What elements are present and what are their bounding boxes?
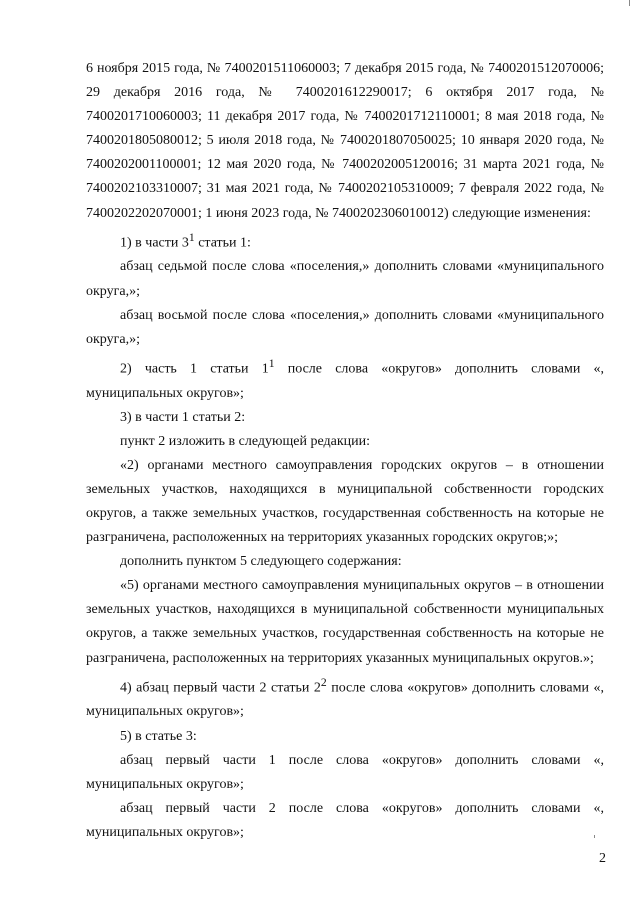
amendment-item-3-quote-2 <box>86 454 604 550</box>
amendment-item-1-paragraph-a <box>86 255 604 303</box>
paragraph-text: абзац первый части 2 после слова «округов» дополнить словами «, муниципальных округов»; <box>86 800 604 840</box>
paragraph-text: абзац первый части 1 после слова «округов» дополнить словами «, муниципальных округов»; <box>86 752 604 792</box>
superscript-number: 1 <box>188 230 195 244</box>
paragraph-text: «2) органами местного самоуправления городских округов – в отношении земельных участков, находящихся в муниципальной собственности городских округов, а также земельных участков, государственная собственность на которые не разграничена, расположенных на территориях указанных городских округов;»; <box>86 457 604 546</box>
amendment-item-3-quote-5 <box>86 574 604 670</box>
superscript-number: 1 <box>268 356 275 370</box>
superscript-number: 2 <box>320 675 327 689</box>
amendment-item-5-paragraph-b <box>86 797 604 845</box>
paragraph-text: «5) органами местного самоуправления муниципальных округов – в отношении земельных участков, находящихся в муниципальной собственности муниципальных округов, а также земельных участков, государственная собственность на которые не разграничена, расположенных на территориях указанных муниципальных округов.»; <box>86 578 604 666</box>
amendment-intro-paragraph <box>86 57 604 226</box>
paragraph-text: после слова «округов» дополнить словами «, муниципальных округов»; <box>86 361 604 401</box>
amendment-item-5 <box>86 725 604 749</box>
paragraph-text: 4) абзац первый части 2 статьи 2 <box>120 680 321 696</box>
paragraph-text: статьи 1: <box>194 235 251 251</box>
document-body <box>86 57 604 845</box>
paragraph-text: дополнить пунктом 5 следующего содержания: <box>120 554 402 570</box>
paragraph-text: 1) в части 3 <box>120 235 189 251</box>
scan-edge-mark <box>594 835 595 838</box>
amendment-item-4 <box>86 671 604 725</box>
amendment-item-2 <box>86 352 604 406</box>
paragraph-text: пункт 2 изложить в следующей редакции: <box>120 433 370 449</box>
paragraph-text: 3) в части 1 статьи 2: <box>120 409 246 425</box>
paragraph-text: 5) в статье 3: <box>120 728 197 744</box>
amendment-item-3-paragraph-a <box>86 430 604 454</box>
paragraph-text: абзац восьмой после слова «поселения,» дополнить словами «муниципального округа,»; <box>86 307 604 347</box>
amendment-item-1 <box>86 226 604 256</box>
amendment-item-5-paragraph-a <box>86 749 604 797</box>
amendment-item-1-paragraph-b <box>86 304 604 352</box>
amendment-item-3 <box>86 406 604 430</box>
scan-edge-mark <box>629 0 630 6</box>
paragraph-text: 2) часть 1 статьи 1 <box>120 361 269 377</box>
paragraph-text: 6 ноября 2015 года, № 7400201511060003; 7 декабря 2015 года, № 7400201512070006; 29 декабря 2016 года, № 7400201612290017; 6 октября 2017 года, № 7400201710060003; 11 декабря 2017 года, № 7400201712110001; 8 мая 2018 года, № 7400201805080012; 5 июля 2018 года, № 7400201807050025; 10 января 2020 года, № 7400202001100001; 12 мая 2020 года, № 7400202005120016; 31 марта 2021 года, № 7400202103310007; 31 мая 2021 года, № 7400202105310009; 7 февраля 2022 года, № 7400202202070001; 1 июня 2023 года, № 7400202306010012) следующие изменения: <box>86 61 604 221</box>
paragraph-text: после слова «округов» дополнить словами «, муниципальных округов»; <box>86 680 604 720</box>
amendment-item-3-paragraph-c <box>86 550 604 574</box>
page-number: 2 <box>599 851 606 866</box>
paragraph-text: абзац седьмой после слова «поселения,» дополнить словами «муниципального округа,»; <box>86 259 604 299</box>
